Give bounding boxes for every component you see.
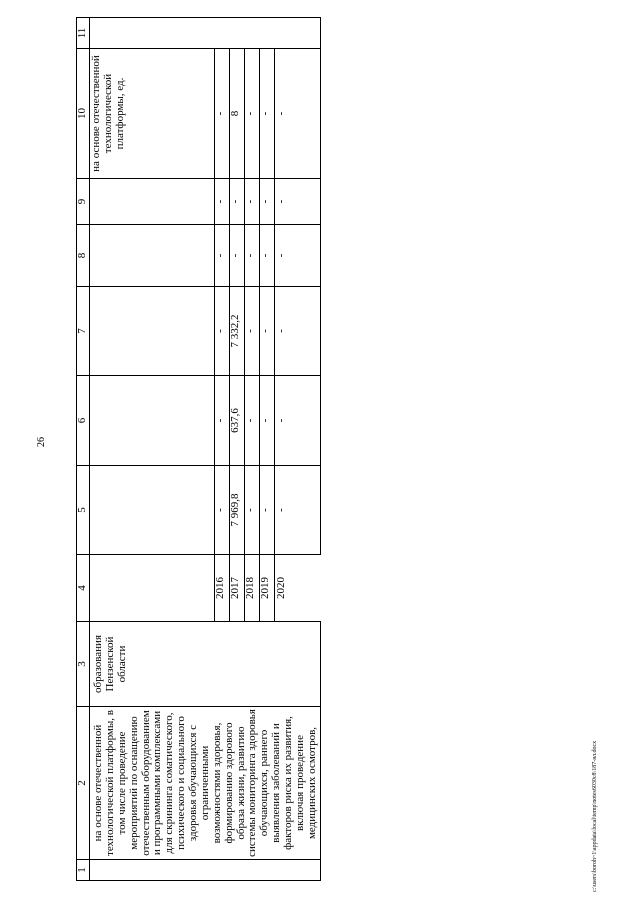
- value-cell: -: [260, 466, 275, 555]
- rotated-table-container: [76, 18, 585, 881]
- column-number: 11: [77, 18, 90, 49]
- column-number: 1: [77, 860, 90, 881]
- value-cell: -: [230, 225, 245, 287]
- column-number: 2: [77, 707, 90, 860]
- value-cell: -: [245, 225, 260, 287]
- value-cell: -: [260, 376, 275, 466]
- value-cell: -: [260, 49, 275, 179]
- table-row: [90, 18, 215, 881]
- footer-file-path: c:\users\boroh~1\appdata\local\temp\notes6030c8\187-ял.docx: [592, 740, 598, 892]
- value-cell: -: [260, 225, 275, 287]
- value-cell: 637,6: [230, 376, 245, 466]
- value-cell: -: [275, 376, 321, 466]
- value-cell: -: [245, 49, 260, 179]
- value-cell: -: [215, 225, 230, 287]
- page-number: 26: [36, 437, 47, 447]
- year-cell: 2020: [275, 555, 321, 622]
- value-cell: -: [245, 466, 260, 555]
- measure-description: на основе отечественной технологической платформы, в том числе проведение мероприятий по оснащению отечественным оборудованием и программными комплексами для скрининга соматического, психического и социального здоровья обучающихся с ограниченными возможностями здоровья, формированию здорового образа жизни, развитию системы мониторинга здоровья обучающихся, раннего выявления заболеваний и факторов риска их развития, включая проведение медицинских осмотров,: [90, 707, 321, 860]
- value-cell: -: [260, 287, 275, 376]
- value-cell: -: [215, 287, 230, 376]
- value-cell: 7 969,8: [230, 466, 245, 555]
- cell-col4-top: [90, 555, 215, 622]
- value-cell: -: [275, 49, 321, 179]
- value-cell: -: [215, 376, 230, 466]
- year-cell: 2019: [260, 555, 275, 622]
- value-cell: -: [245, 179, 260, 225]
- budget-table: [76, 17, 321, 881]
- executor-cell: образования Пензенской области: [90, 622, 321, 707]
- column-number: 4: [77, 555, 90, 622]
- column-number-row: [77, 18, 90, 881]
- column-number: 3: [77, 622, 90, 707]
- value-cell: -: [215, 466, 230, 555]
- cell-col8-top: [90, 225, 215, 287]
- cell-col11: [90, 18, 321, 49]
- cell-col6-top: [90, 376, 215, 466]
- cell-col7-top: [90, 287, 215, 376]
- column-number: 9: [77, 179, 90, 225]
- value-cell: -: [275, 225, 321, 287]
- value-cell: 7 332,2: [230, 287, 245, 376]
- value-cell: -: [215, 49, 230, 179]
- value-cell: -: [245, 376, 260, 466]
- year-cell: 2017: [230, 555, 245, 622]
- cell-col5-top: [90, 466, 215, 555]
- value-cell: -: [245, 287, 260, 376]
- column-number: 5: [77, 466, 90, 555]
- value-cell: -: [275, 287, 321, 376]
- value-cell: -: [275, 179, 321, 225]
- year-cell: 2018: [245, 555, 260, 622]
- column-number: 10: [77, 49, 90, 179]
- column-number: 6: [77, 376, 90, 466]
- value-cell: 8: [230, 49, 245, 179]
- value-cell: -: [230, 179, 245, 225]
- indicator-header: на основе отечественной технологической платформы, ед.: [90, 49, 215, 179]
- cell-col9-top: [90, 179, 215, 225]
- column-number: 7: [77, 287, 90, 376]
- column-number: 8: [77, 225, 90, 287]
- year-cell: 2016: [215, 555, 230, 622]
- value-cell: -: [275, 466, 321, 555]
- value-cell: -: [260, 179, 275, 225]
- cell-col1: [90, 860, 321, 881]
- value-cell: -: [215, 179, 230, 225]
